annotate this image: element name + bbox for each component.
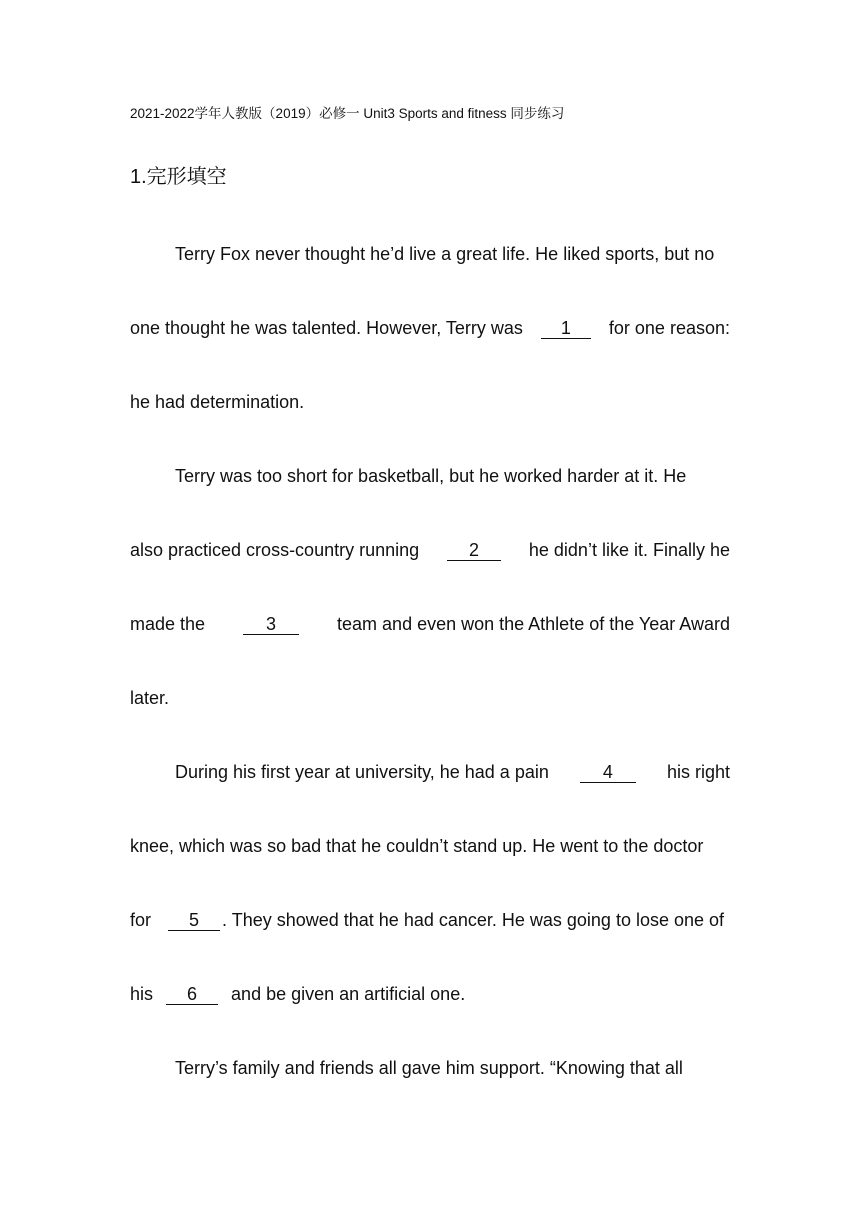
- blank-3: 3: [243, 614, 299, 635]
- passage-text: Terry was too short for basketball, but he worked harder at it. He: [175, 466, 687, 486]
- blank-1: 1: [541, 318, 591, 339]
- passage-text: he didn’t like it. Finally he: [528, 540, 730, 560]
- passage-line: [130, 464, 730, 488]
- blank-6: 6: [166, 984, 218, 1005]
- document-title: 2021-2022学年人教版（2019）必修一 Unit3 Sports and fitness 同步练习: [130, 106, 565, 121]
- passage-text: team and even won the Athlete of the Year Award: [337, 614, 730, 634]
- passage-text: for: [130, 910, 152, 930]
- passage-text: he had determination.: [130, 392, 305, 412]
- passage-text: Terry’s family and friends all gave him support. “Knowing that all: [175, 1058, 683, 1078]
- section-heading: 1.完形填空: [130, 166, 227, 188]
- passage-text: . They showed that he had cancer. He was going to lose one of: [222, 910, 725, 930]
- passage-line: [130, 1056, 730, 1080]
- passage-text: one thought he was talented. However, Terry was: [130, 318, 523, 338]
- passage-line: [130, 612, 730, 636]
- passage-line: [130, 686, 730, 710]
- passage-line: [130, 316, 730, 340]
- passage-text: made the: [130, 614, 206, 634]
- blank-5: 5: [168, 910, 220, 931]
- passage-line: [130, 908, 730, 932]
- passage-line: [130, 538, 730, 562]
- passage-line: [130, 760, 730, 784]
- passage-text: and be given an artificial one.: [231, 984, 466, 1004]
- passage-text: During his first year at university, he had a pain: [175, 762, 549, 782]
- passage-text: later.: [130, 688, 170, 708]
- passage-text: his right: [666, 762, 730, 782]
- passage-text: for one reason:: [608, 318, 730, 338]
- passage-text: also practiced cross-country running: [130, 540, 420, 560]
- passage-text: his: [130, 984, 154, 1004]
- passage-line: [130, 390, 730, 414]
- blank-2: 2: [447, 540, 501, 561]
- passage-text: Terry Fox never thought he’d live a great life. He liked sports, but no: [175, 244, 715, 264]
- passage-text: knee, which was so bad that he couldn’t stand up. He went to the doctor: [130, 836, 704, 856]
- blank-4: 4: [580, 762, 636, 783]
- passage-line: [130, 982, 730, 1006]
- passage-line: [130, 242, 730, 266]
- passage-line: [130, 834, 730, 858]
